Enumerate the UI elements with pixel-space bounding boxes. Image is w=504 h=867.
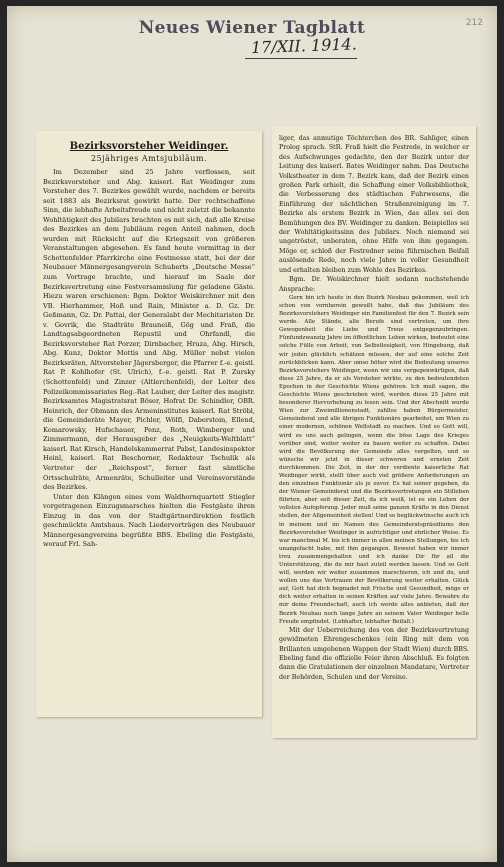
- article-paragraph: Unter den Klängen eines vom Waldhornquartett Stiegler vorgetragenen Einzugsmarsches hielten die Festgäste ihren Einzug in das von der Stadtgärtnerdirektion festlich geschmückte Amtshaus. Nach Liedervorträgen des Neubauer Männergesangvereins begrüßte BBS. Ebeling die Festgäste, worauf Frl. Sah-: [43, 492, 255, 549]
- article-title: Bezirksvorsteher Weidinger.: [69, 141, 229, 152]
- article-paragraph: Mit der Ueberreichung des von der Bezirksvertretung gewidmeten Ehrengeschenkes (ein Ring mit dem von Brillanten umgebenen Wappen der Stadt Wien) durch BBS. Ebeling fand die offizielle Feier ihren Abschluß. Es folgten dann die Gratulationen der einzelnen Mandatare, Vertreter der Behörden, Schulen und der Vereine.: [279, 626, 469, 681]
- archive-sheet: [7, 6, 497, 862]
- archive-stamp: 212: [465, 18, 483, 28]
- clipping-left: [36, 131, 262, 717]
- date-underline: [245, 58, 357, 59]
- article-subtitle: 25jähriges Amtsjubiläum.: [90, 154, 208, 163]
- speech-paragraph: Gern bin ich heute in den Bezirk Neubau gekommen, weil ich schon von vornherein gewußt habe, daß das Jubiläum des Bezirksvorstehers Weidinger ein Familienfest für den 7. Bezirk sein werde. Alle Stände, alle Berufe sind vertreten, um ihre Gewogenheit die Liebe und Treue entgegenzubringen. Fünfundzwanzig Jahre im öffentlichen Leben wirken, bedeutet eine solche Fülle von Arbeit, von Selbstlosigkeit, von Hingebung, daß wir jeden glücklich schätzen müssen, der auf eine solche Zeit zurückblicken kann. Aber umso höher wird die Bedeutung unseres Bezirksvorstehers Weidinger, wenn wir uns vergegenwärtigen, daß diese 25 Jahre, da er als Vorsteher wirkte, zu den bedeutendsten Epochen in der Geschichte Wiens gehören. Ich muß sagen, die Geschichte Wiens geschrieben wird, werden diese 25 Jahre mit besonderer Hervorhebung zu lesen sein. Und der Abschnitt wurde Wien zur Zweimillionenstadt, zahllos haben Bürgermeister, Gemeinderat und alle übrigen Funktionäre gearbeitet, um Wien zu einer modernen, schönen Weltstadt zu machen. Und so Gott will, wird es uns auch gelingen, wenn die böse Lage des Krieges vorüber sind, weiter weiter zu bauen weiter zu schaffen. Dabei wird die Bevölkerung der Gemeinde alles vergelten, und so wünsche wir jetzt in dieser schweren und ernsten Zeit durchkommen. Die Zeit, in der der verdiente kaiserliche Rat Weidinger wirkt, stellt über auch viel größere Anforderungen an den einzelnen Funktionär als je zuvor. Es hat seiner gegeben, da der Wiener Gemeinderat und die Bezirksvertretungen ein Stilleben führten, aber seit dieser Zeit, da ich weiß, ist es ein Leben der vollsten Aufopferung. Jeder muß seine ganzen Kräfte in den Dienst stellen, der Allgemeinheit stellen! Und so beglückwünsche auch ich in meinem und im Namen des Gemeinderatspräsidiums den Bezirksvorsteher Weidinger in aufrichtiger und ehrlicher Weise. Es war manchmal M. bis ich immer in allen meinen Stellungen, bis ich unangefacht habe, mit ihm gegangen. Beweist haben wir immer treu zusammengehalten und ich danke Dir für all die Unterstützung, die du mir hast zuteil werden lassen. Und so Gott will, werden wir weiter zusammen marschieren, ich und du, und wollen uns das Vertrauen der Bevölkerung weiter erhalten. Glück auf, Gott hat dich begnadet mit Frische und Gesundheit, möge er dich weiter erhalten in seinen Kräften auf viele Jahre. Bewahre du mir deine Freundschaft, auch ich werde alles anbieten, daß der Bezirk Neubau noch lange Jahre an seinem Vater Weidinger helle Freude empfindet. (Lebhafter, lebhafter Beifall.): [279, 294, 469, 625]
- article-paragraph: Bgm. Dr. Weiskirchner hielt sodann nachstehende Ansprache:: [279, 276, 469, 293]
- newspaper-masthead: Neues Wiener Tagblatt: [138, 18, 366, 38]
- clipping-right: [272, 126, 476, 738]
- article-paragraph: Im Dezember sind 25 Jahre verflossen, seit Bezirksvorsteher und Abg. kaiserl. Rat Weidinger zum Vorsteher des 7. Bezirkes gewählt wurde, nachdem er bereits seit 1883 als Bezirksrat gewirkt hatte. Der rechtschaffene Sinn, die lebhafte Arbeitsfreude und nicht zuletzt die bekannte Wohltätigkeit des Jubilars brachten es mit sich, daß alle Kreise des Bezirkes an dem Jubiläum regen Anteil nahmen, doch wurden mit Rücksicht auf die Kriegszeit von größeren Veranstaltungen abgesehen. Es fand heute vormittag in der Schottenfelder Pfarrkirche eine Festmesse statt, bei der der Neubauer Männergesangverein Schuberts „Deutsche Messe“ zum Vortrage brachte, und hierauf im Saale der Bezirksvertretung eine Festversammlung für geladene Gäste. Hiezu waren erschienen: Bgm. Doktor Weiskirchner mit den VB. Hierhammer, Hoß und Rain, Minister a. D. Gz. Dr. Geßmann, Gz. Dr. Pattai, der Generalabt der Mechitaristen Dr. v. Govrik, die Stadträte Brauneiß, Gög und Fraß, die Landtagsabgeordneten Repustil und Ohrfandl, die Bezirksvorsteher Rat Porzer, Dirnbacher, Hruza, Abg. Hirsch, Abg. Kunz, Doktor Mottis und Abg. Müller nebst vielen Bezirksräten, Altvorsteher Jägersberger, die Pfarrer f.-e. geistl. Rat P. Kohlhofer (St. Ulrich), f.-e. geistl. Rat P. Zursky (Schottenfeld) und Zinzer (Altlerchenfeld), der Leiter des Polizeikommissariates Reg.-Rat Lauber, der Leiter des magistr. Bezirksamtes Magistratsrat Böser, Hofrat Dr. Schindler, OBR. Heinrich, der Obmann des Armeninstitutes kaiserl. Rat Ströbl, die Gemeinderäte Mayer, Pichler, Wölfl, Daberstom, Ellend, Komarowsky, Hufschauer, Penz, Roth, Wimberger und Zimmermann, der Herausgeber des „Neuigkeits-Weltblatt“ kaiserl. Rat Kirsch, Handelskammerrat Pabst, Landesinspektor Heinl, kaiserl. Rat Beschorner, Redakteur Tschulik als Vertreter der „Reichspost“, ferner fast sämtliche Ortsschulräte, Armenräte, Schulleiter und Vereinsvorstände des Bezirkes.: [43, 168, 255, 492]
- handwritten-date: 17/XII. 1914.: [250, 34, 358, 58]
- article-paragraph: liger, das anmutige Töchterchen des BR. Sahliger, einen Prolog sprach. StR. Fraß hielt die Festrede, in welcher er des Aufschwunges gedachte, den der Bezirk unter der Leitung des kaiserl. Rates Weidinger nahm. Das Deutsche Volkstheater in dem 7. Bezirk kam, daß der Bezirk einen großen Park erhielt, die Schaffung einer Volksbibliothek, die Verbesserung des städtischen Fuhrwesens, die Einführung der nächtlichen Straßenreinigung im 7. Bezirke als erstem Bezirk in Wien, das alles sei den Bemühungen des BV. Weidinger zu danken. Beispiellos sei der Wohltätigkeitssinn des Jubilars. Noch niemand sei ungetröstet, unberaten, ohne Hilfe von ihm gegangen. Möge er, schloß der Festredner seine führnischen Beifall auslösende Rede, noch viele Jahre in voller Gesundheit und erhalten bleiben zum Wohle des Bezirkes.: [279, 135, 469, 274]
